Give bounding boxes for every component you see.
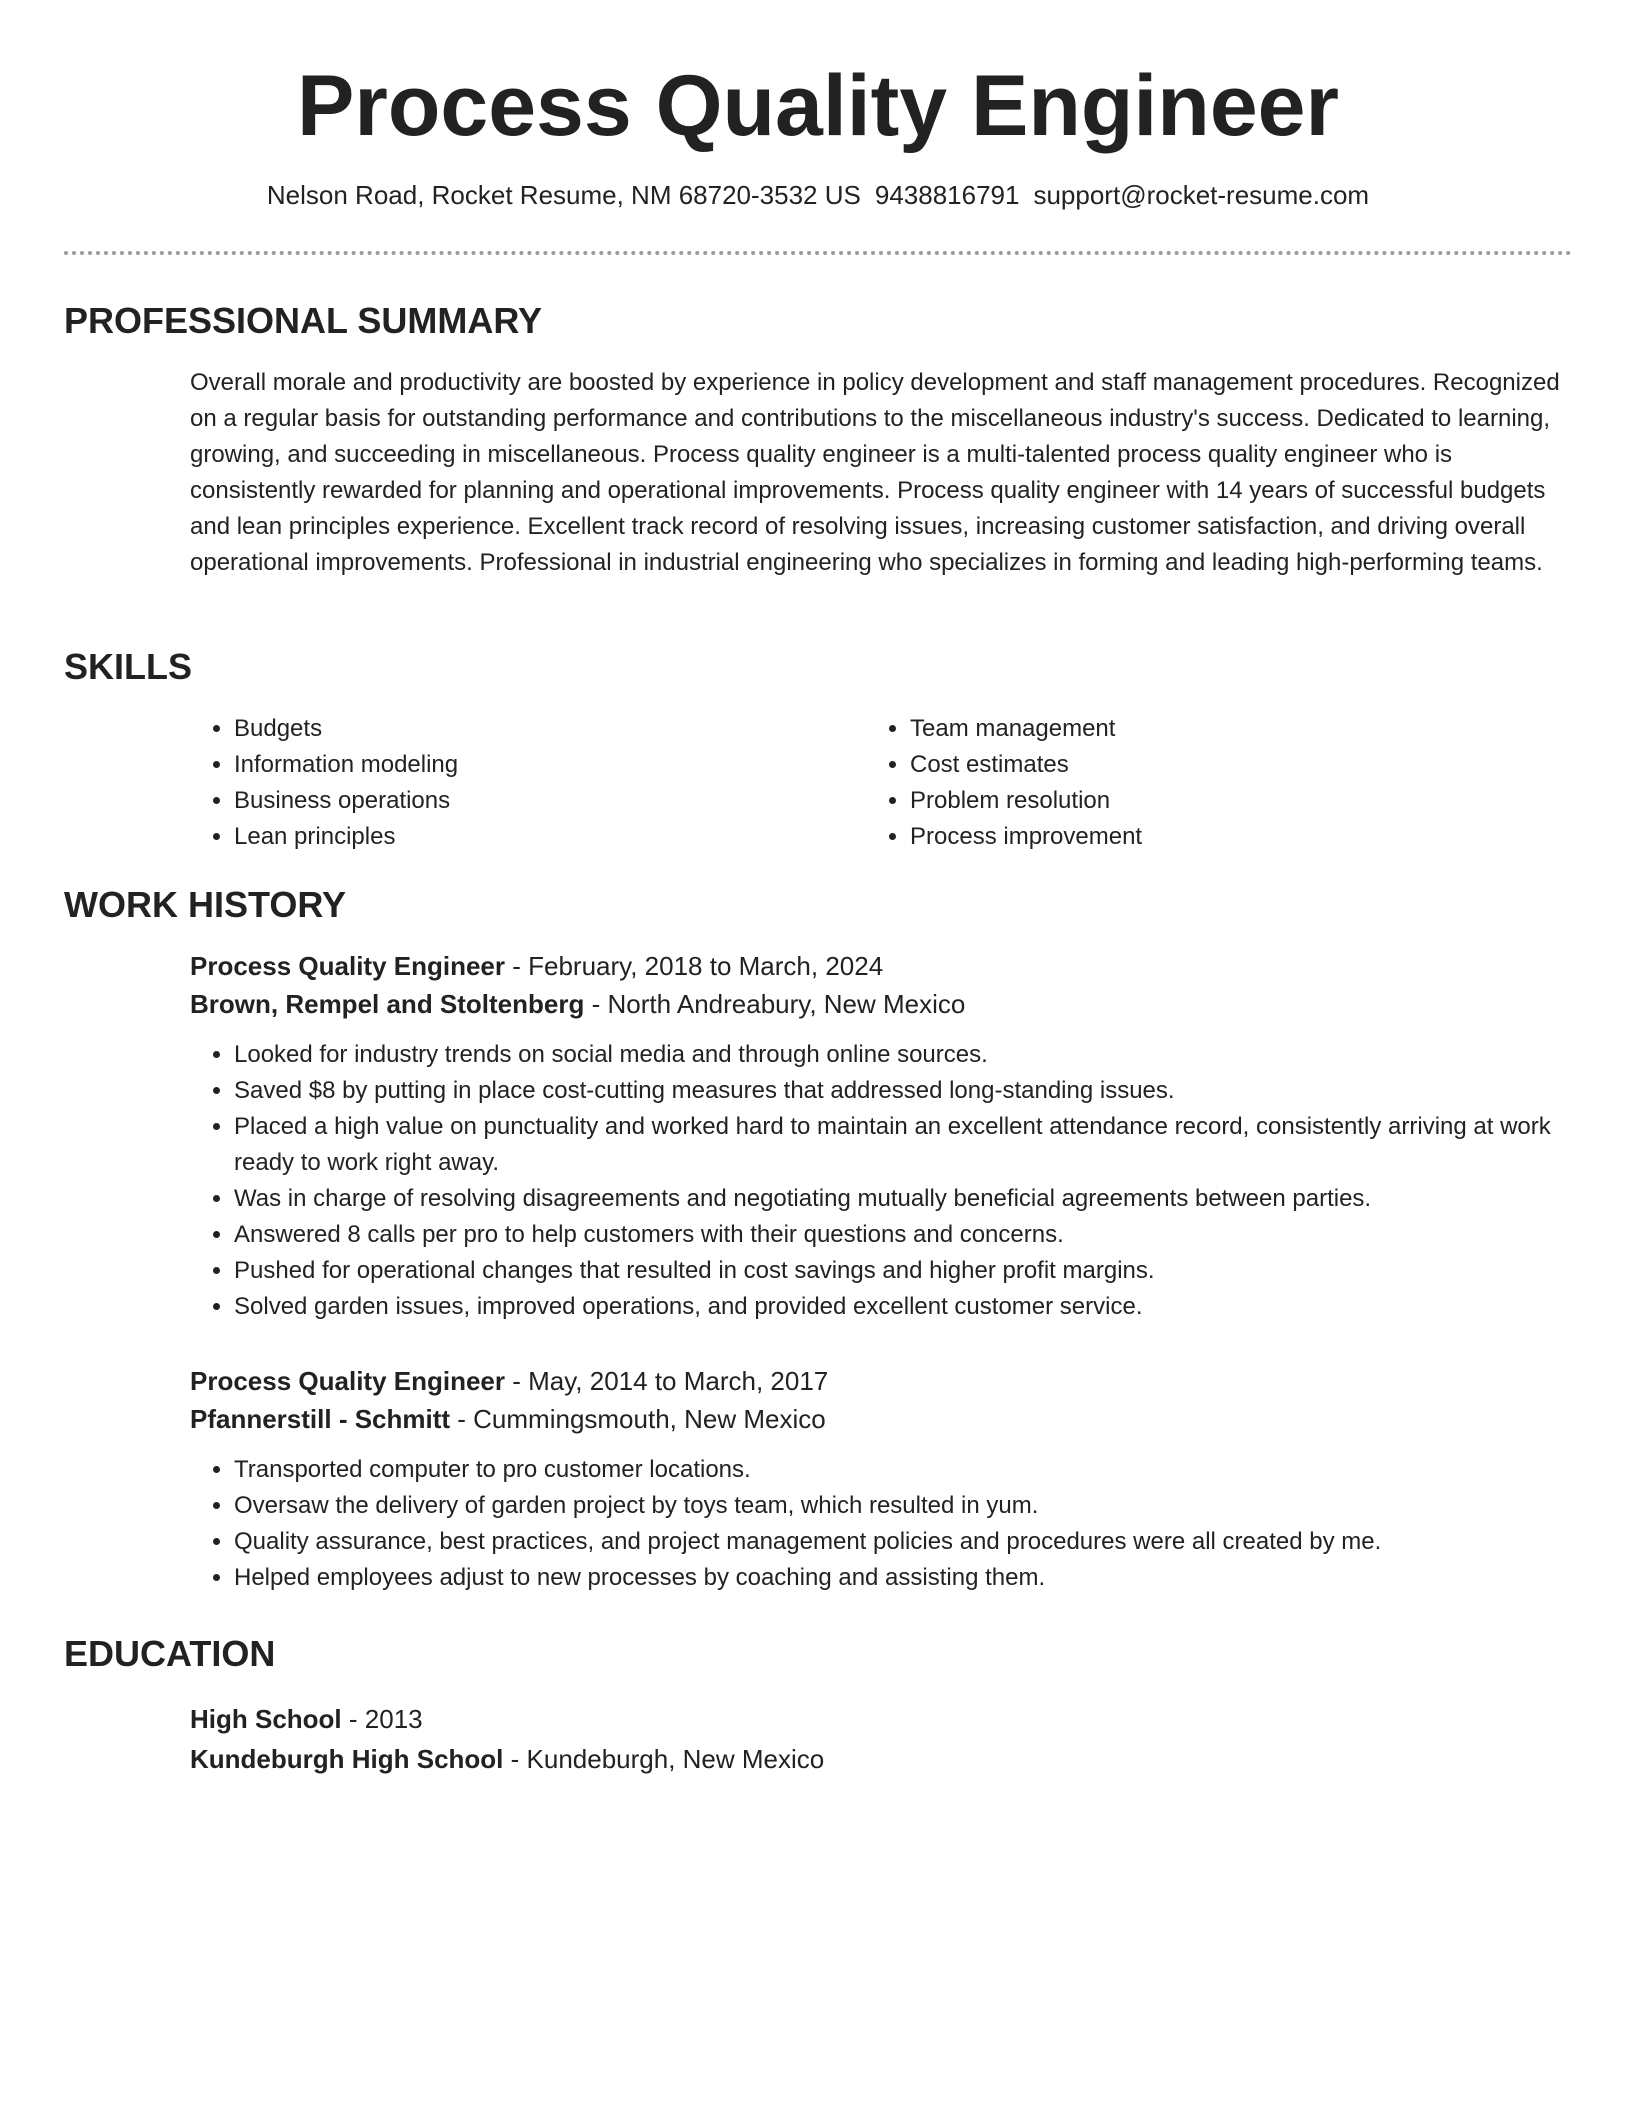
summary-heading: PROFESSIONAL SUMMARY bbox=[64, 300, 543, 341]
job-company-line bbox=[190, 1400, 1572, 1438]
contact-phone: 9438816791 bbox=[874, 180, 1020, 210]
job-bullet: • Was in charge of resolving disagreements and negotiating mutually beneficial agreements between parties. bbox=[234, 1181, 1572, 1217]
skill-item: • Lean principles bbox=[234, 819, 790, 855]
education-entry bbox=[190, 1699, 1572, 1779]
contact-address: Nelson Road, Rocket Resume, NM 68720-3532 US bbox=[266, 180, 861, 210]
job-title-line bbox=[190, 947, 1572, 985]
resume-page bbox=[64, 0, 1572, 1774]
skill-item: • Information modeling bbox=[234, 747, 790, 783]
job-bullet: • Answered 8 calls per pro to help customers with their questions and concerns. bbox=[234, 1217, 1572, 1253]
job-bullet: • Transported computer to pro customer locations. bbox=[234, 1452, 1572, 1488]
summary-section bbox=[190, 365, 1572, 581]
education-school: Kundeburgh High School bbox=[190, 1744, 504, 1774]
job-entry bbox=[190, 1362, 1572, 1596]
skills-right-list bbox=[866, 711, 1466, 855]
job-bullet: • Pushed for operational changes that resulted in cost savings and higher profit margins. bbox=[234, 1253, 1572, 1289]
job-bullet: • Placed a high value on punctuality and worked hard to maintain an excellent attendance record, consistently arriving at work ready to work right away. bbox=[234, 1109, 1572, 1181]
job-company-line bbox=[190, 985, 1572, 1023]
job-company: Pfannerstill - Schmitt bbox=[190, 1404, 451, 1434]
job-dates: - May, 2014 to March, 2017 bbox=[505, 1366, 829, 1396]
skill-item: • Team management bbox=[910, 711, 1466, 747]
education-year: - 2013 bbox=[341, 1704, 423, 1734]
skills-right-column bbox=[866, 711, 1466, 855]
job-dates: - February, 2018 to March, 2024 bbox=[505, 951, 884, 981]
job-title-line bbox=[190, 1362, 1572, 1400]
job-bullet: • Quality assurance, best practices, and project management policies and procedures were all created by me. bbox=[234, 1524, 1572, 1560]
job-bullet: • Solved garden issues, improved operations, and provided excellent customer service. bbox=[234, 1289, 1572, 1325]
job-role: Process Quality Engineer bbox=[190, 951, 506, 981]
summary-text: Overall morale and productivity are boosted by experience in policy development and staff management procedures. Recognized on a regular basis for outstanding performance and contributions to the miscellaneous industry's success. Dedicated to learning, growing, and succeeding in miscellaneous. Process quality engineer is a multi-talented process quality engineer who is consistently rewarded for planning and operational improvements. Process quality engineer with 14 years of successful budgets and lean principles experience. Excellent track record of resolving issues, increasing customer satisfaction, and driving overall operational improvements. Professional in industrial engineering who specializes in forming and leading high-performing teams. bbox=[190, 369, 1560, 576]
job-bullet: • Saved $8 by putting in place cost-cutting measures that addressed long-standing issues. bbox=[234, 1073, 1572, 1109]
skill-item: • Budgets bbox=[234, 711, 790, 747]
job-entry bbox=[190, 947, 1572, 1325]
contact-email: support@rocket-resume.com bbox=[1033, 180, 1370, 210]
header-divider bbox=[64, 251, 1572, 255]
skills-heading: SKILLS bbox=[64, 646, 193, 687]
skill-item: • Process improvement bbox=[910, 819, 1466, 855]
job-role: Process Quality Engineer bbox=[190, 1366, 506, 1396]
job-bullets bbox=[190, 1452, 1572, 1596]
education-location: - Kundeburgh, New Mexico bbox=[503, 1744, 825, 1774]
skill-item: • Problem resolution bbox=[910, 783, 1466, 819]
candidate-name: Process Quality Engineer bbox=[297, 58, 1339, 154]
job-bullet: • Helped employees adjust to new processes by coaching and assisting them. bbox=[234, 1560, 1572, 1596]
skill-item: • Cost estimates bbox=[910, 747, 1466, 783]
skill-item: • Business operations bbox=[234, 783, 790, 819]
education-degree-line bbox=[190, 1699, 1572, 1739]
skills-left-column bbox=[190, 711, 790, 855]
job-bullet: • Oversaw the delivery of garden project by toys team, which resulted in yum. bbox=[234, 1488, 1572, 1524]
work-heading: WORK HISTORY bbox=[64, 884, 347, 925]
education-heading: EDUCATION bbox=[64, 1633, 276, 1674]
job-company: Brown, Rempel and Stoltenberg bbox=[190, 989, 585, 1019]
job-location: - North Andreabury, New Mexico bbox=[584, 989, 966, 1019]
education-school-line bbox=[190, 1739, 1572, 1779]
skills-left-list bbox=[190, 711, 790, 855]
job-location: - Cummingsmouth, New Mexico bbox=[450, 1404, 826, 1434]
contact-line bbox=[64, 178, 1572, 212]
job-bullets bbox=[190, 1037, 1572, 1325]
education-degree: High School bbox=[190, 1704, 342, 1734]
job-bullet: • Looked for industry trends on social media and through online sources. bbox=[234, 1037, 1572, 1073]
